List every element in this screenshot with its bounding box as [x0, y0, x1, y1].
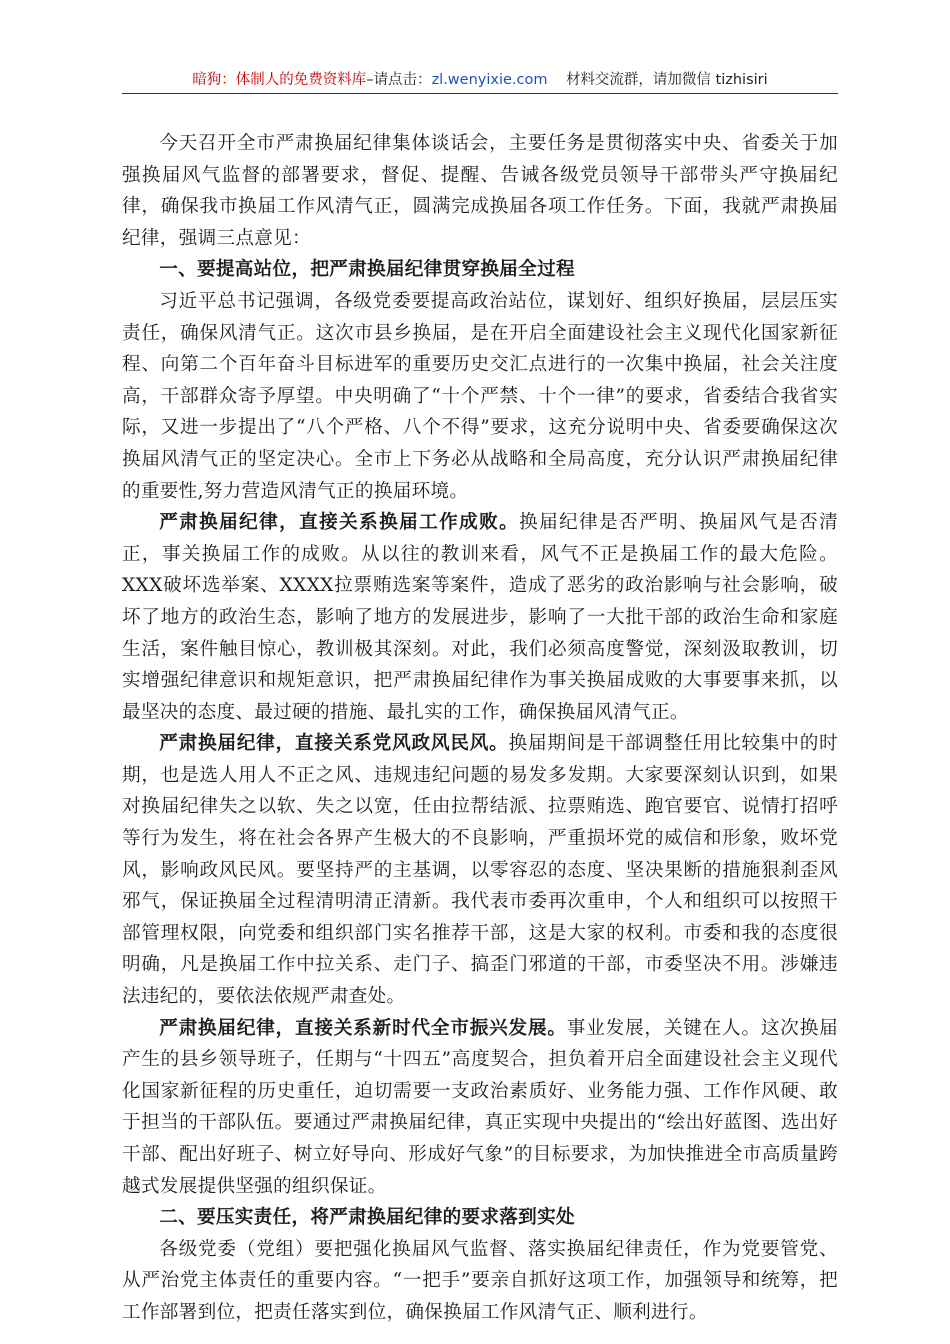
paragraph-2 [122, 507, 838, 728]
page-header [122, 68, 838, 92]
header-url-link[interactable]: zl.wenyixie.com [431, 72, 548, 88]
paragraph-3 [122, 728, 838, 1012]
paragraph-1: 习近平总书记强调，各级党委要提高政治站位，谋划好、组织好换届，层层压实责任，确保风清气正。这次市县乡换届，是在开启全面建设社会主义现代化国家新征程、向第二个百年奋斗目标进军的重要历史交汇点进行的一次集中换届，社会关注度高，干部群众寄予厚望。中央明确了“十个严禁、十个一律”的要求，省委结合我省实际，又进一步提出了“八个严格、八个不得”要求，这充分说明中央、省委要确保这次换届风清气正的坚定决心。全市上下务必从战略和全局高度，充分认识严肃换届纪律的重要性,努力营造风清气正的换届环境。 [122, 290, 838, 502]
section-heading-1: 一、要提高站位，把严肃换届纪律贯穿换届全过程 [159, 259, 575, 281]
paragraph-4-lead: 严肃换届纪律，直接关系新时代全市振兴发展。 [159, 1017, 567, 1039]
document-body [122, 128, 838, 1329]
paragraph-2-lead: 严肃换届纪律，直接关系换届工作成败。 [159, 512, 520, 534]
paragraph-3-lead: 严肃换届纪律，直接关系党风政风民风。 [159, 733, 509, 755]
paragraph-4-text: 事业发展，关键在人。这次换届产生的县乡领导班子，任期与“十四五”高度契合，担负着开启全面建设社会主义现代化国家新征程的历史重任，迫切需要一支政治素质好、业务能力强、工作作风硬、敢于担当的干部队伍。要通过严肃换届纪律，真正实现中央提出的“绘出好蓝图、选出好干部、配出好班子、树立好导向、形成好气象”的目标要求，为加快推进全市高质量跨越式发展提供坚强的组织保证。 [122, 1017, 838, 1197]
header-divider [122, 93, 838, 94]
paragraph-5: 各级党委（党组）要把强化换届风气监督、落实换届纪律责任，作为党要管党、从严治党主体责任的重要内容。“一把手”要亲自抓好这项工作，加强领导和统筹，把工作部署到位，把责任落实到位，确保换届工作风清气正、顺利进行。 [122, 1238, 838, 1323]
section-heading-2: 二、要压实责任，将严肃换届纪律的要求落到实处 [159, 1207, 575, 1229]
intro-paragraph: 今天召开全市严肃换届纪律集体谈话会，主要任务是贯彻落实中央、省委关于加强换届风气监督的部署要求，督促、提醒、告诫各级党员领导干部带头严守换届纪律，确保我市换届工作风清气正，圆满完成换届各项工作任务。下面，我就严肃换届纪律，强调三点意见： [122, 133, 838, 249]
paragraph-3-text: 换届期间是干部调整任用比较集中的时期，也是选人用人不正之风、违规违纪问题的易发多发期。大家要深刻认识到，如果对换届纪律失之以软、失之以宽，任由拉帮结派、拉票贿选、跑官要官、说情打招呼等行为发生，将在社会各界产生极大的不良影响，严重损坏党的威信和形象，败坏党风，影响政风民风。要坚持严的主基调，以零容忍的态度、坚决果断的措施狠刹歪风邪气，保证换届全过程清明清正清新。我代表市委再次重申，个人和组织可以按照干部管理权限，向党委和组织部门实名推荐干部，这是大家的权利。市委和我的态度很明确，凡是换届工作中拉关系、走门子、搞歪门邪道的干部，市委坚决不用。涉嫌违法违纪的，要依法依规严肃查处。 [122, 733, 838, 1008]
paragraph-4 [122, 1013, 838, 1203]
header-brand: 暗狗：体制人的免费资料库 [192, 72, 367, 88]
header-wechat-note: 材料交流群，请加微信 tizhisiri [565, 72, 768, 88]
paragraph-2-text: 换届纪律是否严明、换届风气是否清正，事关换届工作的成败。从以往的教训来看，风气不正是换届工作的最大危险。XXX破坏选举案、XXXX拉票贿选案等案件，造成了恶劣的政治影响与社会影响，破坏了地方的政治生态，影响了地方的发展进步，影响了一大批干部的政治生命和家庭生活，案件触目惊心，教训极其深刻。对此，我们必须高度警觉，深刻汲取教训，切实增强纪律意识和规矩意识，把严肃换届纪律作为事关换届成败的大事要事来抓，以最坚决的态度、最过硬的措施、最扎实的工作，确保换届风清气正。 [122, 512, 838, 723]
header-click-prompt: –请点击： [366, 72, 432, 88]
